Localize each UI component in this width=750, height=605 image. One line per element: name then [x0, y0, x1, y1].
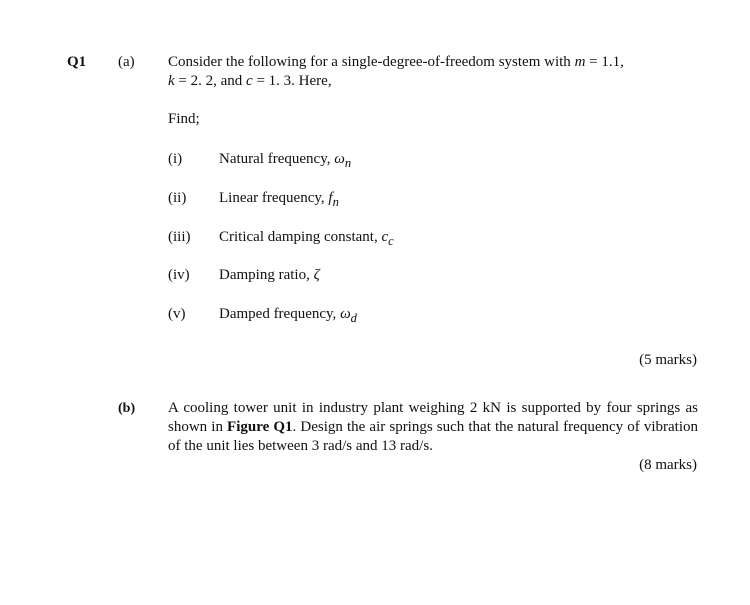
c-value: = 1. 3. Here,: [252, 73, 332, 89]
item-subscript: n: [332, 195, 339, 209]
item-symbol: ω: [340, 306, 351, 322]
item-label: Damping ratio,: [219, 267, 314, 283]
m-variable: m: [574, 54, 586, 70]
item-number: (v): [168, 306, 186, 322]
m-value: = 1.1,: [585, 54, 624, 70]
part-a-label: (a): [118, 54, 135, 70]
part-b-marks: (8 marks): [639, 457, 697, 473]
item-symbol: ω: [334, 151, 345, 167]
item-subscript: d: [350, 311, 357, 325]
item-text: [219, 189, 339, 212]
find-label: Find;: [168, 111, 200, 127]
item-label: Natural frequency,: [219, 151, 335, 167]
item-label: Damped frequency,: [219, 306, 341, 322]
intro-prefix: Consider the following for a single-degree-of-freedom system with: [168, 54, 575, 70]
item-symbol: ζ: [313, 267, 320, 283]
c-variable: c: [246, 73, 253, 89]
item-symbol: f: [328, 190, 333, 206]
part-b-label: (b): [118, 401, 136, 416]
item-text: [219, 266, 320, 285]
item-text: [219, 150, 351, 173]
item-number: (i): [168, 151, 183, 167]
item-text: [219, 228, 394, 251]
k-value: = 2. 2, and: [174, 73, 247, 89]
item-label: Linear frequency,: [219, 190, 329, 206]
item-label: Critical damping constant,: [219, 229, 382, 245]
item-number: (iii): [168, 229, 191, 245]
item-text: [219, 305, 357, 328]
figure-reference: Figure Q1: [227, 419, 293, 435]
item-subscript: n: [344, 156, 352, 170]
item-symbol: c: [381, 229, 389, 245]
part-b-text: [168, 399, 698, 456]
part-a-intro: [168, 53, 693, 91]
part-a-marks: (5 marks): [639, 352, 697, 368]
part-b-text-before: A cooling tower unit in industry plant weighing 2 kN is supported by four springs as shown in: [168, 400, 698, 435]
item-number: (ii): [168, 190, 187, 206]
item-number: (iv): [168, 267, 190, 283]
item-subscript: c: [388, 234, 394, 248]
question-number: Q1: [67, 54, 87, 70]
part-b-text-after: . Design the air springs such that the natural frequency of vibration of the unit lies between 3 rad/s and 13 rad/s.: [168, 419, 698, 454]
k-variable: k: [168, 73, 175, 89]
